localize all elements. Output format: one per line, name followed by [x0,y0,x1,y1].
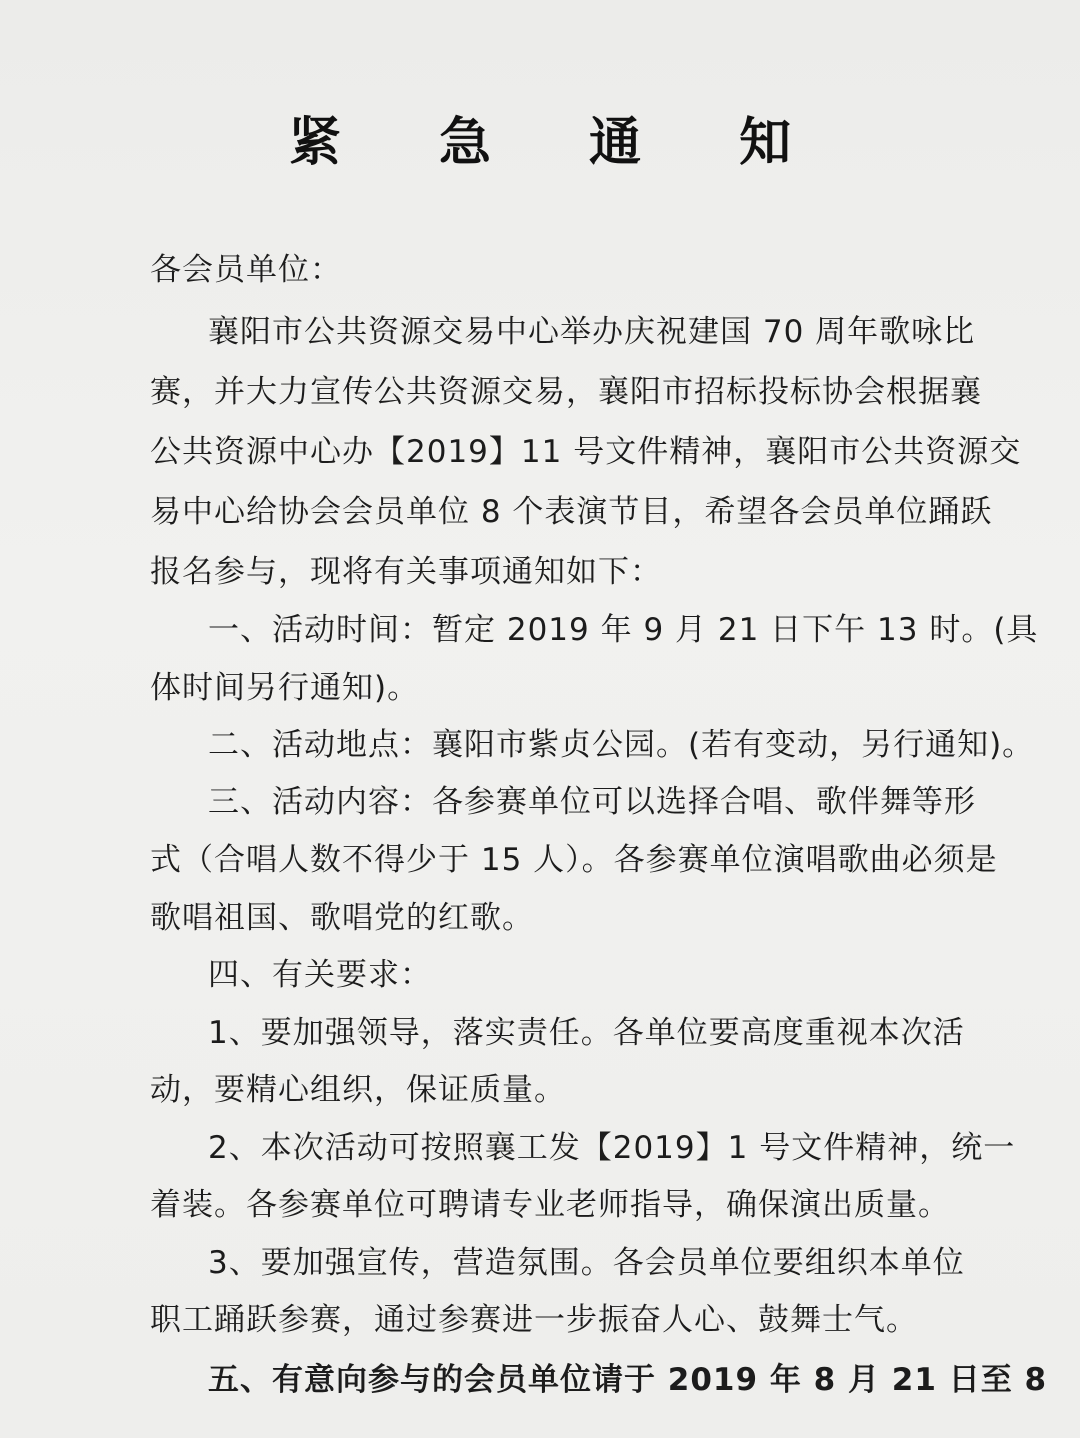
paragraph-line: 着装。各参赛单位可聘请专业老师指导，确保演出质量。 [150,1187,950,1223]
paragraph-line: 式（合唱人数不得少于 15 人）。各参赛单位演唱歌曲必须是 [150,842,998,878]
paragraph-line: 动，要精心组织，保证质量。 [150,1072,566,1108]
section-heading: 二、活动地点：襄阳市紫贞公园。(若有变动，另行通知)。 [208,727,1035,763]
paragraph-line: 职工踊跃参赛，通过参赛进一步振奋人心、鼓舞士气。 [150,1302,918,1338]
paragraph-line: 赛，并大力宣传公共资源交易，襄阳市招标投标协会根据襄 [150,374,982,410]
section-heading: 五、有意向参与的会员单位请于 2019 年 8 月 21 日至 8 [208,1362,1048,1398]
list-item: 2、本次活动可按照襄工发【2019】1 号文件精神，统一 [208,1130,1016,1166]
section-heading: 三、活动内容：各参赛单位可以选择合唱、歌伴舞等形 [208,784,976,820]
salutation: 各会员单位： [150,252,342,288]
paragraph-line: 歌唱祖国、歌唱党的红歌。 [150,900,534,936]
paragraph-line: 报名参与，现将有关事项通知如下： [150,554,662,590]
list-item: 1、要加强领导，落实责任。各单位要高度重视本次活 [208,1015,965,1051]
paragraph-line: 体时间另行通知)。 [150,670,420,706]
section-heading: 一、活动时间：暂定 2019 年 9 月 21 日下午 13 时。(具 [208,612,1039,648]
paragraph-line: 易中心给协会会员单位 8 个表演节目，希望各会员单位踊跃 [150,494,993,530]
document-title: 紧 急 通 知 [288,113,832,173]
paragraph-line: 襄阳市公共资源交易中心举办庆祝建国 70 周年歌咏比 [208,314,976,350]
list-item: 3、要加强宣传，营造氛围。各会员单位要组织本单位 [208,1245,965,1281]
paragraph-line: 公共资源中心办【2019】11 号文件精神，襄阳市公共资源交 [150,434,1022,470]
section-heading: 四、有关要求： [208,957,432,993]
